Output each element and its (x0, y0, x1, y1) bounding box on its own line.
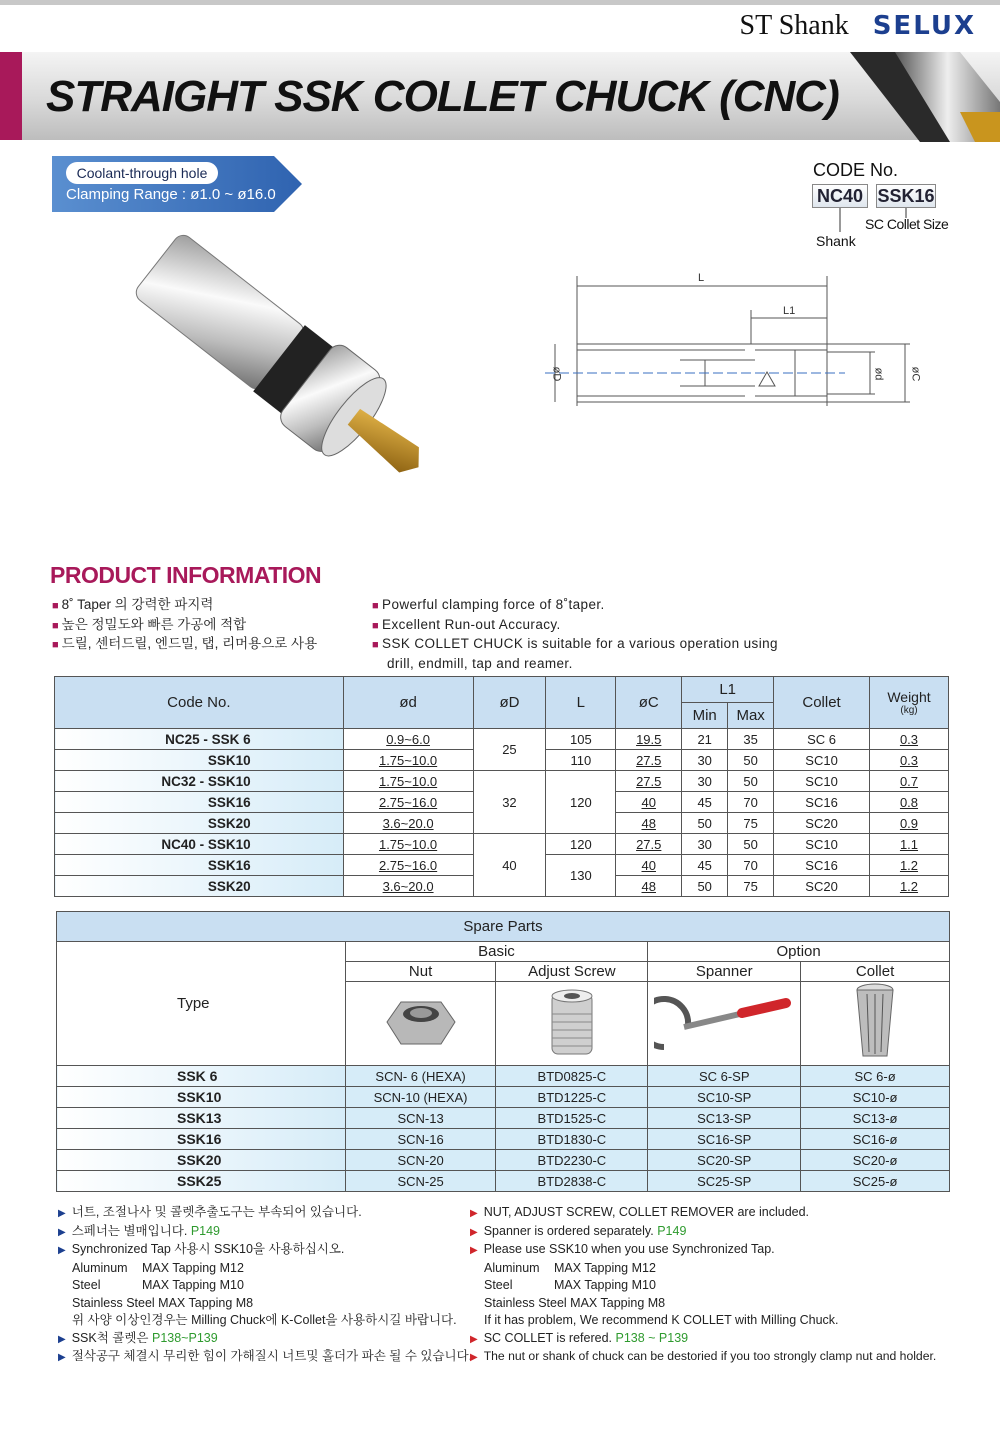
header-collet: Collet (774, 677, 870, 729)
nut-cell: SCN-13 (345, 1108, 496, 1129)
weight-cell: 0.8 (870, 792, 949, 813)
max-cell: 50 (728, 834, 774, 855)
dimension-drawing (545, 268, 925, 413)
brand-row (740, 10, 976, 46)
type-cell: SSK 6 (57, 1066, 346, 1087)
note-kr-5: ▶ SSK척 콜렛은 P138~P139 (58, 1330, 218, 1345)
od-cell: 1.75~10.0 (343, 750, 473, 771)
collet-cell: SC16 (774, 792, 870, 813)
max-cell: 70 (728, 855, 774, 876)
feature-en-1: ■ Powerful clamping force of 8˚taper. (372, 597, 605, 612)
max-cell: 75 (728, 813, 774, 834)
feature-kr-3: ■ 드릴, 센터드릴, 엔드밀, 탭, 리머용으로 사용 (52, 636, 318, 651)
screw-cell: BTD1225-C (496, 1087, 648, 1108)
type-cell: SSK13 (57, 1108, 346, 1129)
header-L1: L1 (682, 677, 774, 703)
shank-label: Shank (816, 233, 856, 249)
coolant-badge-label: Coolant-through hole (66, 162, 218, 184)
max-cell: 50 (728, 750, 774, 771)
feature-en-3: ■ SSK COLLET CHUCK is suitable for a various operation using (372, 636, 778, 651)
nut-cell: SCN-16 (345, 1129, 496, 1150)
nut-cell: SCN-25 (345, 1171, 496, 1192)
note-en-aluminum: Aluminum MAX Tapping M12 (484, 1260, 656, 1275)
notes-korean (58, 1204, 472, 1367)
page-ref: P149 (190, 1223, 221, 1238)
header-oD: øD (473, 677, 546, 729)
header-L: L (546, 677, 616, 729)
oC-cell: 19.5 (616, 729, 682, 750)
feature-kr-1: ■ 8˚ Taper 의 강력한 파지력 (52, 597, 214, 612)
collet-cell: SC20 (774, 813, 870, 834)
triangle-bullet-icon: ▶ (470, 1352, 478, 1363)
header-max: Max (728, 703, 774, 729)
feature-en-4: drill, endmill, tap and reamer. (387, 655, 573, 671)
oD-cell: 40 (473, 834, 546, 897)
table-row (57, 1108, 950, 1129)
od-cell: 2.75~16.0 (343, 855, 473, 876)
oC-cell: 40 (616, 855, 682, 876)
table-row (55, 771, 949, 792)
basic-header: Basic (345, 942, 648, 962)
option-header: Option (648, 942, 950, 962)
oD-cell: 25 (473, 729, 546, 771)
collet-chuck-photo (80, 230, 450, 490)
page-ref: P149 (657, 1223, 687, 1238)
table-row (55, 729, 949, 750)
weight-cell: 0.3 (870, 750, 949, 771)
top-rule (0, 0, 1000, 5)
weight-cell: 1.2 (870, 876, 949, 897)
collet-cell: SC10 (774, 750, 870, 771)
collet-cell: SC 6 (774, 729, 870, 750)
screw-image-cell (496, 982, 648, 1066)
spanner-cell: SC16-SP (648, 1129, 801, 1150)
L-cell: 120 (546, 834, 616, 855)
dim-L: L (698, 272, 705, 284)
type-cell: SSK20 (57, 1150, 346, 1171)
table-row (57, 1150, 950, 1171)
note-kr-3: ▶ Synchronized Tap 사용시 SSK10을 사용하십시오. (58, 1242, 345, 1256)
note-en-5: ▶ SC COLLET is refered. P138 ~ P139 (470, 1330, 689, 1345)
spec-table (54, 676, 949, 897)
min-cell: 45 (682, 792, 728, 813)
note-en-3: ▶ Please use SSK10 when you use Synchronized Tap. (470, 1242, 775, 1256)
screw-cell: BTD2838-C (496, 1171, 648, 1192)
spanner-cell: SC 6-SP (648, 1066, 801, 1087)
korean-features (52, 596, 317, 655)
note-kr-stainless: Stainless Steel MAX Tapping M8 (72, 1295, 254, 1310)
spanner-cell: SC25-SP (648, 1171, 801, 1192)
L-cell: 110 (546, 750, 616, 771)
code-no-title: CODE No. (813, 160, 899, 180)
shank-code-box: NC40 (812, 184, 868, 208)
feature-en-2: ■ Excellent Run-out Accuracy. (372, 616, 561, 632)
spanner-image-cell (648, 982, 801, 1066)
note-kr-aluminum: Aluminum MAX Tapping M12 (72, 1260, 244, 1275)
L-cell: 120 (546, 771, 616, 834)
screw-cell: BTD2230-C (496, 1150, 648, 1171)
screw-cell: BTD0825-C (496, 1066, 648, 1087)
type-cell: SSK16 (57, 1129, 346, 1150)
max-cell: 35 (728, 729, 774, 750)
oC-cell: 27.5 (616, 771, 682, 792)
header-oC: øC (616, 677, 682, 729)
code-cell: SSK20 (55, 813, 344, 834)
weight-cell: 0.7 (870, 771, 949, 792)
collet-size-label: SC Collet Size (865, 216, 949, 232)
min-cell: 45 (682, 855, 728, 876)
spanner-image (654, 987, 794, 1057)
title-accent-bar (0, 52, 22, 140)
max-cell: 50 (728, 771, 774, 792)
dim-oC: øC (909, 366, 922, 382)
nut-image-cell (345, 982, 496, 1066)
page-title: STRAIGHT SSK COLLET CHUCK (CNC) (46, 72, 839, 121)
dim-oD: øD (550, 366, 563, 382)
code-cell: NC40 - SSK10 (55, 834, 344, 855)
collet-cell: SC13-ø (801, 1108, 950, 1129)
header-chuck-image (800, 52, 1000, 142)
spare-parts-title: Spare Parts (57, 912, 950, 942)
english-features (372, 596, 778, 672)
min-cell: 50 (682, 876, 728, 897)
notes-english (470, 1204, 936, 1367)
triangle-bullet-icon: ▶ (470, 1208, 478, 1219)
type-cell: SSK25 (57, 1171, 346, 1192)
note-en-4: If it has problem, We recommend K COLLET with Milling Chuck. (484, 1313, 839, 1327)
spanner-header: Spanner (648, 962, 801, 982)
screw-cell: BTD1830-C (496, 1129, 648, 1150)
od-cell: 3.6~20.0 (343, 876, 473, 897)
oC-cell: 27.5 (616, 750, 682, 771)
min-cell: 30 (682, 750, 728, 771)
note-en-steel: Steel MAX Tapping M10 (484, 1278, 656, 1292)
max-cell: 75 (728, 876, 774, 897)
code-cell: SSK16 (55, 855, 344, 876)
max-cell: 70 (728, 792, 774, 813)
collet-cell: SC10 (774, 771, 870, 792)
note-en-2: ▶ Spanner is ordered separately. P149 (470, 1223, 687, 1238)
min-cell: 30 (682, 834, 728, 855)
nut-cell: SCN- 6 (HEXA) (345, 1066, 496, 1087)
weight-cell: 1.1 (870, 834, 949, 855)
header-code: Code No. (55, 677, 344, 729)
triangle-bullet-icon: ▶ (470, 1245, 478, 1256)
spanner-cell: SC13-SP (648, 1108, 801, 1129)
min-cell: 30 (682, 771, 728, 792)
spare-parts-table (56, 911, 950, 1192)
oC-cell: 48 (616, 813, 682, 834)
collet-cell: SC10 (774, 834, 870, 855)
table-row (55, 834, 949, 855)
collet-code-box: SSK16 (876, 184, 936, 208)
collet-header: Collet (801, 962, 950, 982)
oD-cell: 32 (473, 771, 546, 834)
oC-cell: 40 (616, 792, 682, 813)
triangle-bullet-icon: ▶ (58, 1352, 66, 1363)
weight-cell: 0.9 (870, 813, 949, 834)
collet-cell: SC 6-ø (801, 1066, 950, 1087)
note-kr-6: ▶ 절삭공구 체결시 무리한 힘이 가해질시 너트및 홀더가 파손 될 수 있습니다. (58, 1349, 473, 1363)
note-kr-4: 위 사양 이상인경우는 Milling Chuck에 K-Collet을 사용하시길 바랍니다. (72, 1313, 457, 1327)
note-en-stainless: Stainless Steel MAX Tapping M8 (484, 1295, 666, 1310)
nut-cell: SCN-20 (345, 1150, 496, 1171)
header-od: ød (343, 677, 473, 729)
series-label: ST Shank (739, 10, 849, 41)
od-cell: 0.9~6.0 (343, 729, 473, 750)
nut-cell: SCN-10 (HEXA) (345, 1087, 496, 1108)
oC-cell: 48 (616, 876, 682, 897)
code-cell: SSK16 (55, 792, 344, 813)
od-cell: 1.75~10.0 (343, 771, 473, 792)
adjust-screw-image (537, 984, 607, 1060)
adjust-screw-header: Adjust Screw (496, 962, 648, 982)
header-weight: Weight (kg) (870, 677, 949, 729)
table-row (57, 1129, 950, 1150)
table-row (57, 1171, 950, 1192)
hex-nut-image (381, 986, 461, 1058)
collet-cell: SC10-ø (801, 1087, 950, 1108)
weight-cell: 0.3 (870, 729, 949, 750)
triangle-bullet-icon: ▶ (58, 1226, 66, 1238)
triangle-bullet-icon: ▶ (58, 1208, 66, 1219)
note-kr-steel: Steel MAX Tapping M10 (72, 1278, 244, 1292)
table-row (57, 1066, 950, 1087)
od-cell: 2.75~16.0 (343, 792, 473, 813)
od-cell: 3.6~20.0 (343, 813, 473, 834)
collet-cell: SC20-ø (801, 1150, 950, 1171)
collet-cell: SC20 (774, 876, 870, 897)
note-kr-1: ▶ 너트, 조절나사 및 콜렛추출도구는 부속되어 있습니다. (58, 1205, 362, 1219)
type-header: Type (57, 942, 346, 1066)
nut-header: Nut (345, 962, 496, 982)
triangle-bullet-icon: ▶ (58, 1333, 66, 1345)
oC-cell: 27.5 (616, 834, 682, 855)
collet-cell: SC25-ø (801, 1171, 950, 1192)
collet-cell: SC16 (774, 855, 870, 876)
code-cell: SSK10 (55, 750, 344, 771)
od-cell: 1.75~10.0 (343, 834, 473, 855)
screw-cell: BTD1525-C (496, 1108, 648, 1129)
triangle-bullet-icon: ▶ (58, 1245, 66, 1256)
note-en-1: ▶ NUT, ADJUST SCREW, COLLET REMOVER are included. (470, 1205, 810, 1219)
note-en-6: ▶ The nut or shank of chuck can be destoried if you too strongly clamp nut and holder. (470, 1349, 937, 1363)
weight-cell: 1.2 (870, 855, 949, 876)
triangle-bullet-icon: ▶ (470, 1226, 478, 1238)
product-info-title: PRODUCT INFORMATION (50, 562, 322, 588)
collet-image (845, 982, 905, 1062)
triangle-bullet-icon: ▶ (470, 1333, 478, 1345)
code-cell: NC32 - SSK10 (55, 771, 344, 792)
feature-kr-2: ■ 높은 정밀도와 빠른 가공에 적합 (52, 616, 247, 632)
spanner-cell: SC20-SP (648, 1150, 801, 1171)
note-kr-2: ▶ 스페너는 별매입니다. P149 (58, 1223, 221, 1238)
table-row (57, 1087, 950, 1108)
collet-cell: SC16-ø (801, 1129, 950, 1150)
type-cell: SSK10 (57, 1087, 346, 1108)
collet-image-cell (801, 982, 950, 1066)
code-cell: SSK20 (55, 876, 344, 897)
min-cell: 21 (682, 729, 728, 750)
code-cell: NC25 - SSK 6 (55, 729, 344, 750)
spanner-cell: SC10-SP (648, 1087, 801, 1108)
header-min: Min (682, 703, 728, 729)
brand-logo: SELUX (872, 11, 976, 41)
L-cell: 105 (546, 729, 616, 750)
L-cell: 130 (546, 855, 616, 897)
dim-od: ød (872, 367, 885, 381)
min-cell: 50 (682, 813, 728, 834)
page-ref: P138~P139 (151, 1330, 218, 1345)
dim-L1: L1 (783, 305, 796, 317)
clamping-range: Clamping Range : ø1.0 ~ ø16.0 (66, 186, 276, 203)
page-ref: P138 ~ P139 (615, 1330, 689, 1345)
